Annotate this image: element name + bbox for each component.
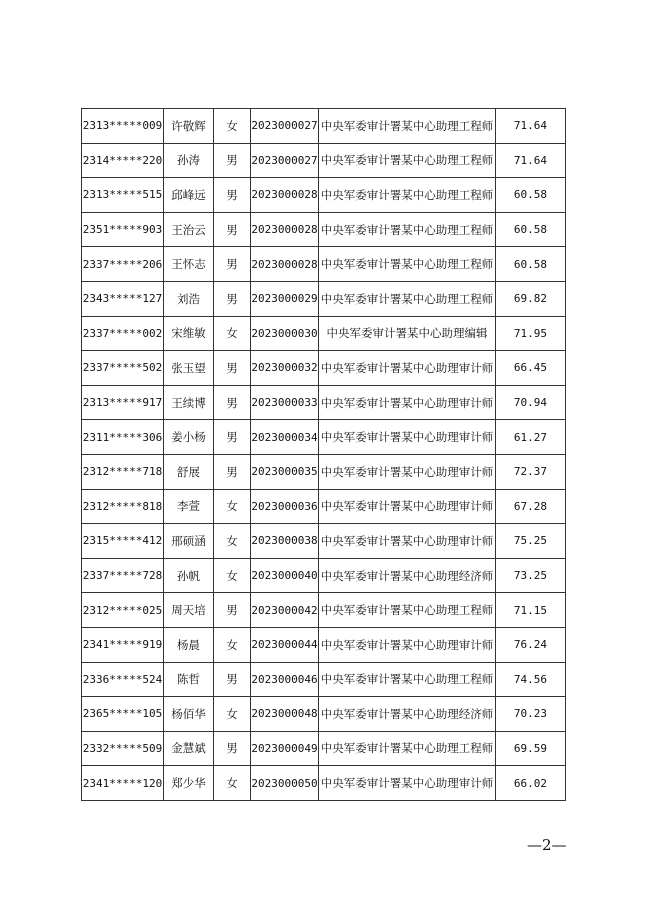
table-row — [82, 593, 566, 628]
cell-score: 72.37 — [496, 454, 566, 489]
cell-score: 60.58 — [496, 247, 566, 282]
cell-unit-position: 中央军委审计署某中心助理审计师 — [319, 351, 496, 386]
cell-candidate-id: 2337*****206 — [82, 247, 164, 282]
cell-name: 舒展 — [164, 454, 214, 489]
cell-unit-position: 中央军委审计署某中心助理经济师 — [319, 697, 496, 732]
cell-unit-position: 中央军委审计署某中心助理工程师 — [319, 143, 496, 178]
cell-name: 周天培 — [164, 593, 214, 628]
cell-name: 孙帆 — [164, 558, 214, 593]
table-body — [82, 109, 566, 801]
cell-gender: 女 — [214, 697, 251, 732]
cell-position-code: 2023000028 — [251, 212, 319, 247]
cell-unit-position: 中央军委审计署某中心助理经济师 — [319, 558, 496, 593]
table-row — [82, 489, 566, 524]
cell-name: 王续博 — [164, 385, 214, 420]
table-row — [82, 109, 566, 144]
cell-gender: 男 — [214, 662, 251, 697]
cell-unit-position: 中央军委审计署某中心助理工程师 — [319, 109, 496, 144]
cell-score: 66.02 — [496, 766, 566, 801]
cell-candidate-id: 2332*****509 — [82, 731, 164, 766]
cell-name: 邱峰远 — [164, 178, 214, 213]
cell-score: 76.24 — [496, 627, 566, 662]
page-number: —2— — [527, 836, 567, 854]
cell-score: 71.64 — [496, 109, 566, 144]
cell-gender: 男 — [214, 731, 251, 766]
results-table-container — [81, 108, 566, 801]
table-row — [82, 385, 566, 420]
cell-candidate-id: 2351*****903 — [82, 212, 164, 247]
cell-position-code: 2023000032 — [251, 351, 319, 386]
table-row — [82, 143, 566, 178]
cell-position-code: 2023000033 — [251, 385, 319, 420]
table-row — [82, 662, 566, 697]
table-row — [82, 247, 566, 282]
table-row — [82, 524, 566, 559]
cell-unit-position: 中央军委审计署某中心助理审计师 — [319, 454, 496, 489]
cell-score: 71.15 — [496, 593, 566, 628]
cell-unit-position: 中央军委审计署某中心助理审计师 — [319, 766, 496, 801]
cell-name: 邢硕涵 — [164, 524, 214, 559]
cell-position-code: 2023000029 — [251, 281, 319, 316]
cell-candidate-id: 2337*****728 — [82, 558, 164, 593]
cell-unit-position: 中央军委审计署某中心助理审计师 — [319, 420, 496, 455]
results-table — [81, 108, 566, 801]
cell-score: 71.64 — [496, 143, 566, 178]
cell-position-code: 2023000040 — [251, 558, 319, 593]
cell-gender: 男 — [214, 281, 251, 316]
cell-score: 71.95 — [496, 316, 566, 351]
cell-gender: 女 — [214, 109, 251, 144]
cell-gender: 男 — [214, 212, 251, 247]
cell-unit-position: 中央军委审计署某中心助理工程师 — [319, 212, 496, 247]
cell-gender: 女 — [214, 489, 251, 524]
cell-candidate-id: 2313*****917 — [82, 385, 164, 420]
cell-position-code: 2023000038 — [251, 524, 319, 559]
cell-candidate-id: 2312*****718 — [82, 454, 164, 489]
table-row — [82, 212, 566, 247]
cell-unit-position: 中央军委审计署某中心助理编辑 — [319, 316, 496, 351]
cell-candidate-id: 2312*****025 — [82, 593, 164, 628]
cell-gender: 男 — [214, 351, 251, 386]
table-row — [82, 627, 566, 662]
cell-gender: 女 — [214, 316, 251, 351]
cell-candidate-id: 2341*****120 — [82, 766, 164, 801]
table-row — [82, 731, 566, 766]
table-row — [82, 281, 566, 316]
table-row — [82, 558, 566, 593]
cell-name: 王怀志 — [164, 247, 214, 282]
cell-name: 王治云 — [164, 212, 214, 247]
table-row — [82, 351, 566, 386]
cell-gender: 男 — [214, 385, 251, 420]
cell-name: 许敬辉 — [164, 109, 214, 144]
cell-unit-position: 中央军委审计署某中心助理审计师 — [319, 385, 496, 420]
cell-position-code: 2023000049 — [251, 731, 319, 766]
cell-position-code: 2023000028 — [251, 178, 319, 213]
cell-name: 李萱 — [164, 489, 214, 524]
cell-position-code: 2023000046 — [251, 662, 319, 697]
cell-name: 张玉望 — [164, 351, 214, 386]
cell-name: 杨佰华 — [164, 697, 214, 732]
cell-score: 73.25 — [496, 558, 566, 593]
cell-unit-position: 中央军委审计署某中心助理工程师 — [319, 662, 496, 697]
cell-position-code: 2023000034 — [251, 420, 319, 455]
cell-position-code: 2023000035 — [251, 454, 319, 489]
cell-gender: 女 — [214, 524, 251, 559]
cell-candidate-id: 2343*****127 — [82, 281, 164, 316]
table-row — [82, 454, 566, 489]
cell-position-code: 2023000027 — [251, 109, 319, 144]
cell-position-code: 2023000036 — [251, 489, 319, 524]
cell-gender: 男 — [214, 454, 251, 489]
cell-candidate-id: 2315*****412 — [82, 524, 164, 559]
cell-candidate-id: 2314*****220 — [82, 143, 164, 178]
cell-name: 姜小杨 — [164, 420, 214, 455]
cell-gender: 女 — [214, 558, 251, 593]
cell-position-code: 2023000048 — [251, 697, 319, 732]
cell-gender: 女 — [214, 627, 251, 662]
cell-gender: 男 — [214, 420, 251, 455]
cell-score: 74.56 — [496, 662, 566, 697]
table-row — [82, 316, 566, 351]
cell-gender: 男 — [214, 247, 251, 282]
cell-unit-position: 中央军委审计署某中心助理审计师 — [319, 627, 496, 662]
cell-position-code: 2023000044 — [251, 627, 319, 662]
cell-position-code: 2023000030 — [251, 316, 319, 351]
cell-candidate-id: 2341*****919 — [82, 627, 164, 662]
cell-candidate-id: 2337*****502 — [82, 351, 164, 386]
cell-unit-position: 中央军委审计署某中心助理工程师 — [319, 178, 496, 213]
cell-score: 75.25 — [496, 524, 566, 559]
cell-score: 67.28 — [496, 489, 566, 524]
cell-candidate-id: 2311*****306 — [82, 420, 164, 455]
cell-candidate-id: 2365*****105 — [82, 697, 164, 732]
cell-position-code: 2023000050 — [251, 766, 319, 801]
cell-score: 66.45 — [496, 351, 566, 386]
cell-score: 69.82 — [496, 281, 566, 316]
cell-name: 金慧斌 — [164, 731, 214, 766]
cell-unit-position: 中央军委审计署某中心助理审计师 — [319, 489, 496, 524]
cell-name: 宋维敏 — [164, 316, 214, 351]
cell-unit-position: 中央军委审计署某中心助理工程师 — [319, 593, 496, 628]
cell-name: 郑少华 — [164, 766, 214, 801]
cell-name: 陈哲 — [164, 662, 214, 697]
cell-unit-position: 中央军委审计署某中心助理工程师 — [319, 281, 496, 316]
cell-unit-position: 中央军委审计署某中心助理审计师 — [319, 524, 496, 559]
table-row — [82, 766, 566, 801]
table-row — [82, 697, 566, 732]
cell-score: 69.59 — [496, 731, 566, 766]
table-row — [82, 178, 566, 213]
cell-candidate-id: 2336*****524 — [82, 662, 164, 697]
cell-score: 61.27 — [496, 420, 566, 455]
cell-score: 70.94 — [496, 385, 566, 420]
cell-score: 60.58 — [496, 178, 566, 213]
cell-gender: 男 — [214, 143, 251, 178]
cell-candidate-id: 2312*****818 — [82, 489, 164, 524]
cell-position-code: 2023000027 — [251, 143, 319, 178]
table-row — [82, 420, 566, 455]
cell-name: 孙涛 — [164, 143, 214, 178]
cell-gender: 女 — [214, 766, 251, 801]
cell-score: 60.58 — [496, 212, 566, 247]
cell-candidate-id: 2313*****515 — [82, 178, 164, 213]
cell-gender: 男 — [214, 593, 251, 628]
cell-name: 刘浩 — [164, 281, 214, 316]
cell-position-code: 2023000028 — [251, 247, 319, 282]
cell-score: 70.23 — [496, 697, 566, 732]
cell-name: 杨晨 — [164, 627, 214, 662]
cell-position-code: 2023000042 — [251, 593, 319, 628]
cell-gender: 男 — [214, 178, 251, 213]
cell-unit-position: 中央军委审计署某中心助理工程师 — [319, 731, 496, 766]
cell-candidate-id: 2337*****002 — [82, 316, 164, 351]
cell-candidate-id: 2313*****009 — [82, 109, 164, 144]
cell-unit-position: 中央军委审计署某中心助理工程师 — [319, 247, 496, 282]
